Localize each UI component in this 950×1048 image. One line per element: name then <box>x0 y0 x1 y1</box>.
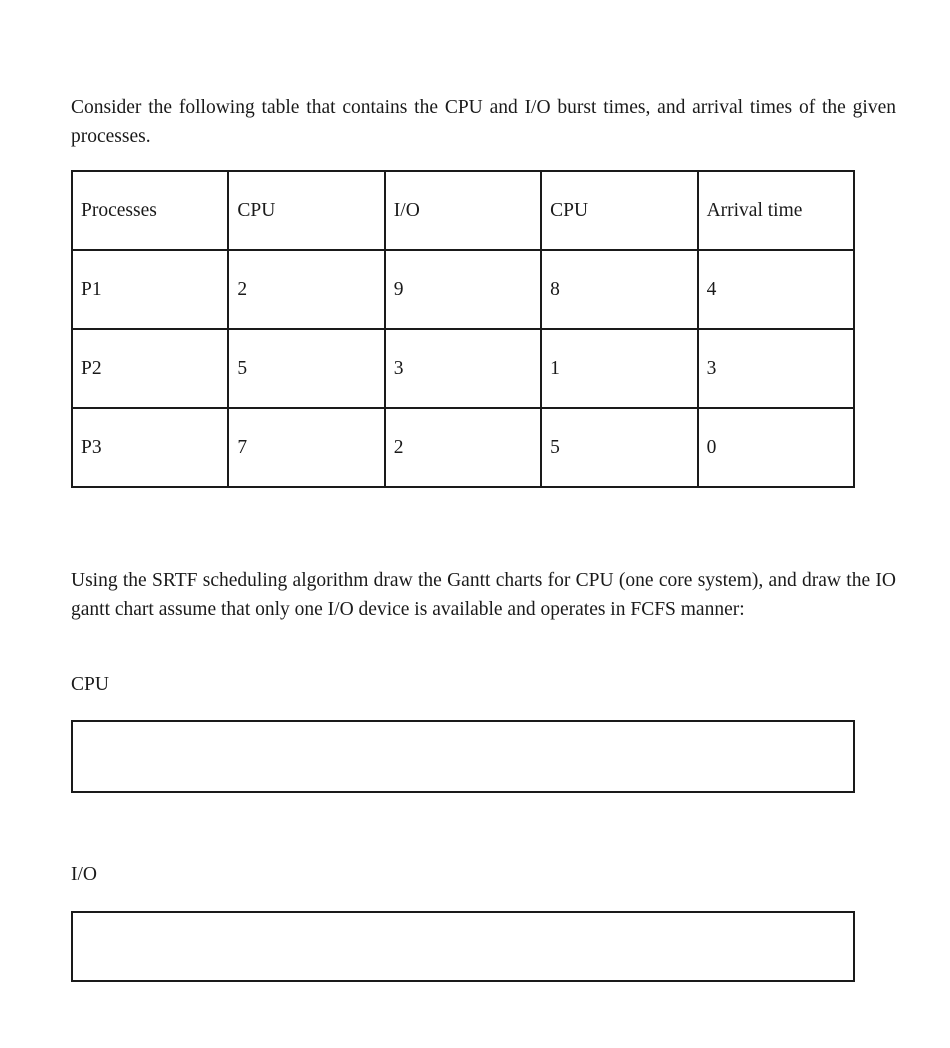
table-row <box>72 329 854 408</box>
cpu-gantt-answer-box[interactable] <box>71 720 855 793</box>
cell-cpu-2: 5 <box>541 408 697 487</box>
io-gantt-label: I/O <box>71 864 97 885</box>
cell-io: 3 <box>385 329 541 408</box>
header-io: I/O <box>385 171 541 250</box>
intro-paragraph: Consider the following table that contains the CPU and I/O burst times, and arrival times of the given processes. <box>71 97 896 147</box>
cell-cpu-1: 2 <box>228 250 384 329</box>
cell-cpu-2: 1 <box>541 329 697 408</box>
header-processes: Processes <box>72 171 228 250</box>
cell-process: P3 <box>72 408 228 487</box>
io-gantt-answer-box[interactable] <box>71 911 855 982</box>
instructions-paragraph: Using the SRTF scheduling algorithm draw the Gantt charts for CPU (one core system), and draw the IO gantt chart assume that only one I/O device is available and operates in FCFS manner: <box>71 570 896 620</box>
cell-io: 2 <box>385 408 541 487</box>
cell-process: P1 <box>72 250 228 329</box>
cell-io: 9 <box>385 250 541 329</box>
cell-arrival: 3 <box>698 329 854 408</box>
table-row <box>72 408 854 487</box>
header-cpu-1: CPU <box>228 171 384 250</box>
header-arrival-time: Arrival time <box>698 171 854 250</box>
cell-cpu-2: 8 <box>541 250 697 329</box>
cell-cpu-1: 7 <box>228 408 384 487</box>
process-table <box>71 170 855 488</box>
header-cpu-2: CPU <box>541 171 697 250</box>
cpu-gantt-label: CPU <box>71 674 109 695</box>
cell-process: P2 <box>72 329 228 408</box>
cell-arrival: 0 <box>698 408 854 487</box>
table-row <box>72 250 854 329</box>
table-header-row <box>72 171 854 250</box>
cell-arrival: 4 <box>698 250 854 329</box>
cell-cpu-1: 5 <box>228 329 384 408</box>
